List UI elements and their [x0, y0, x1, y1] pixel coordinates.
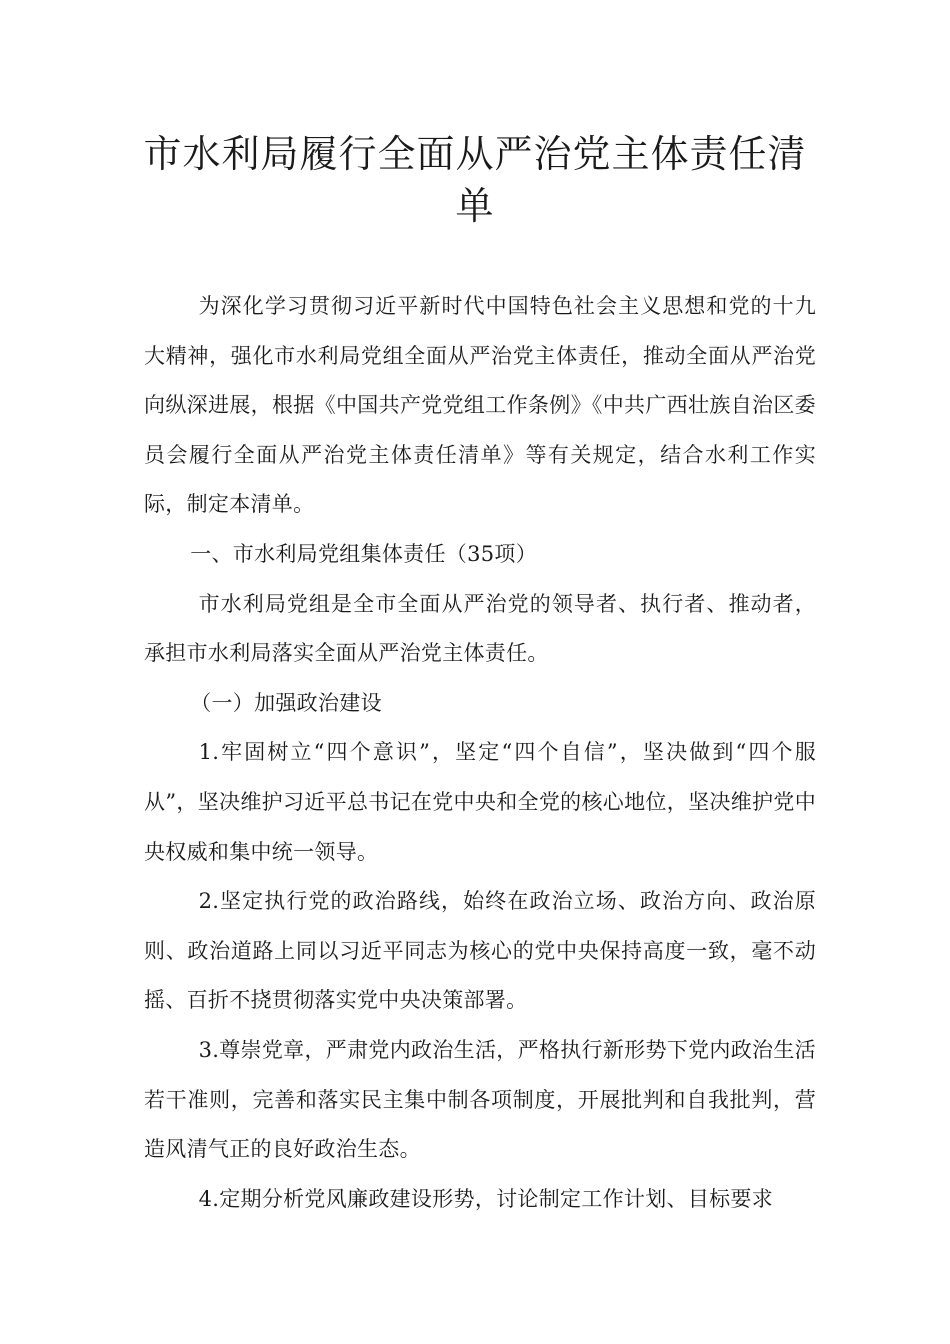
section-description: 市水利局党组是全市全面从严治党的领导者、执行者、推动者，承担市水利局落实全面从严治党主体责任。	[144, 591, 816, 666]
section-heading-1: 一、市水利局党组集体责任（35项）	[190, 541, 538, 566]
item-2-paragraph: 2.坚定执行党的政治路线，始终在政治立场、政治方向、政治原则、政治道路上同以习近平同志为核心的党中央保持高度一致，毫不动摇、百折不挠贯彻落实党中央决策部署。	[144, 889, 816, 1013]
item-1-paragraph: 1.牢固树立“四个意识”，坚定“四个自信”，坚决做到“四个服从”，坚决维护习近平总书记在党中央和全党的核心地位，坚决维护党中央权威和集中统一领导。	[144, 740, 816, 864]
document-body	[144, 282, 816, 1224]
item-4-paragraph: 4.定期分析党风廉政建设形势，讨论制定工作计划、目标要求	[198, 1186, 774, 1211]
intro-paragraph: 为深化学习贯彻习近平新时代中国特色社会主义思想和党的十九大精神，强化市水利局党组全面从严治党主体责任，推动全面从严治党向纵深进展，根据《中国共产党党组工作条例》《中共广西壮族自治区委员会履行全面从严治党主体责任清单》等有关规定，结合水利工作实际，制定本清单。	[144, 294, 816, 517]
item-3-paragraph: 3.尊崇党章，严肃党内政治生活，严格执行新形势下党内政治生活若干准则，完善和落实民主集中制各项制度，开展批判和自我批判，营造风清气正的良好政治生态。	[144, 1037, 816, 1162]
subsection-heading-1: （一）加强政治建设	[190, 690, 382, 715]
document-title: 市水利局履行全面从严治党主体责任清单	[143, 132, 807, 228]
